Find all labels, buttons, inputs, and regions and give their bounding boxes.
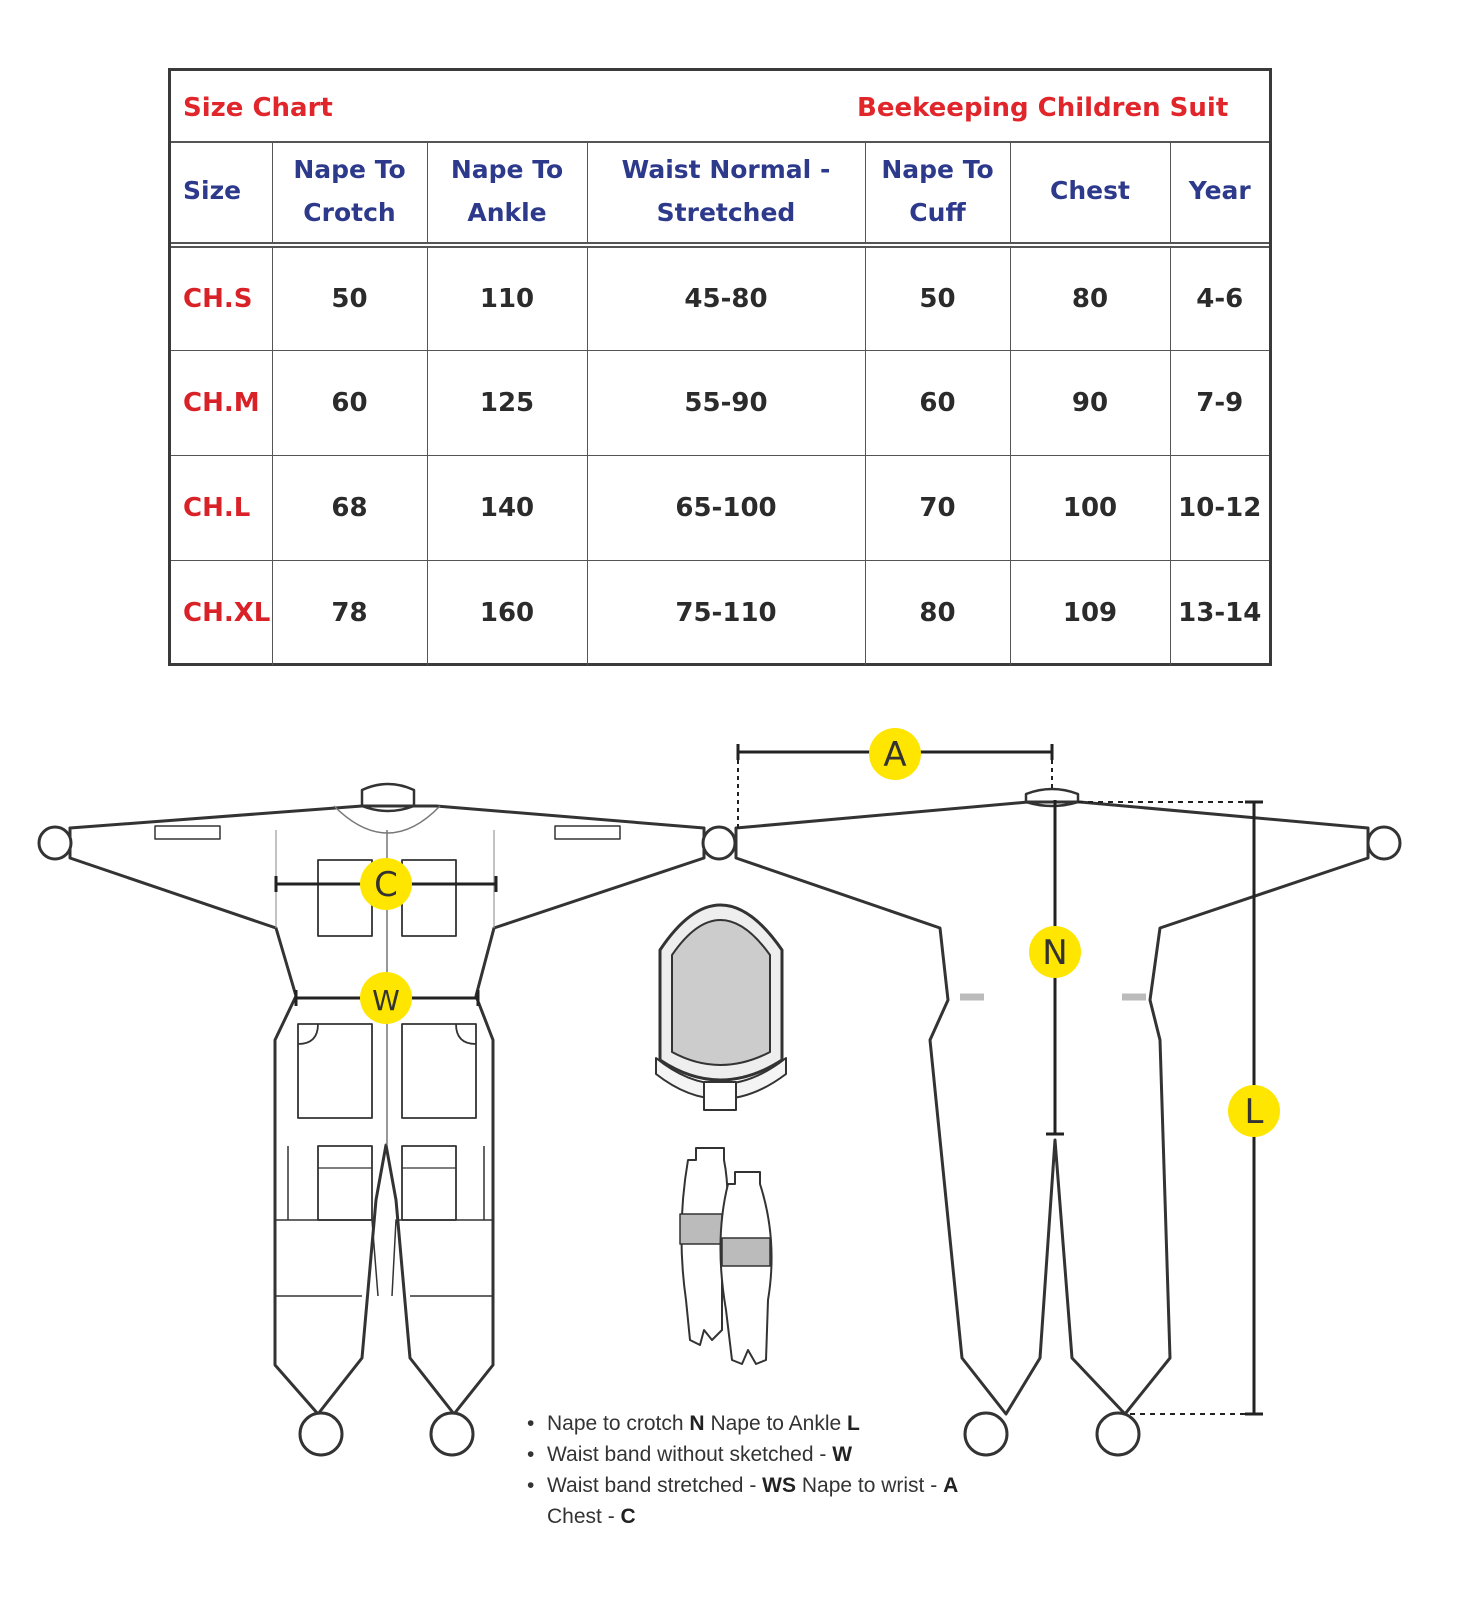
badge-a <box>869 728 921 780</box>
table-cell: 70 <box>865 455 1010 560</box>
legend-item: • Waist band stretched - WS Nape to wrist - A Chest - C <box>527 1470 1047 1532</box>
header-chest: Chest <box>1010 141 1170 245</box>
badge-l <box>1228 1085 1280 1137</box>
header-nape-to-ankle: Nape To Ankle <box>427 141 587 245</box>
veil-hat-illustration <box>656 905 786 1110</box>
badge-a-label: A <box>883 735 907 775</box>
table-cell: 45-80 <box>587 245 865 350</box>
legend-item: • Waist band without sketched - W <box>527 1439 1047 1470</box>
table-cell: 125 <box>427 350 587 455</box>
table-cell: 160 <box>427 560 587 665</box>
table-cell: 60 <box>865 350 1010 455</box>
table-cell: 55-90 <box>587 350 865 455</box>
legend-item: • Nape to crotch N Nape to Ankle L <box>527 1408 1047 1439</box>
size-chart <box>168 68 1272 666</box>
table-cell: 13-14 <box>1170 560 1269 665</box>
size-cell: CH.M <box>171 350 272 455</box>
table-cell: 78 <box>272 560 427 665</box>
back-suit-outline <box>736 789 1400 1455</box>
table-cell: 60 <box>272 350 427 455</box>
measurement-legend <box>527 1408 1047 1532</box>
table-cell: 80 <box>1010 245 1170 350</box>
badge-w-label: W <box>372 984 400 1017</box>
badge-n <box>1029 926 1081 978</box>
header-nape-to-crotch: Nape To Crotch <box>272 141 427 245</box>
product-name: Beekeeping Children Suit <box>857 93 1229 123</box>
table-cell: 68 <box>272 455 427 560</box>
table-cell: 109 <box>1010 560 1170 665</box>
table-cell: 140 <box>427 455 587 560</box>
badge-c-label: C <box>374 865 398 905</box>
gloves-illustration <box>680 1148 772 1364</box>
header-waist: Waist Normal - Stretched <box>587 141 865 245</box>
table-header-row <box>171 141 1269 245</box>
table-row <box>171 350 1269 455</box>
badge-n-label: N <box>1042 933 1068 973</box>
header-nape-to-cuff: Nape To Cuff <box>865 141 1010 245</box>
chart-title-bar <box>171 71 1269 143</box>
size-cell: CH.S <box>171 245 272 350</box>
badge-w <box>360 972 412 1024</box>
table-cell: 50 <box>865 245 1010 350</box>
badge-c <box>360 858 412 910</box>
size-cell: CH.L <box>171 455 272 560</box>
table-cell: 75-110 <box>587 560 865 665</box>
header-size: Size <box>171 141 272 245</box>
table-cell: 4-6 <box>1170 245 1269 350</box>
table-row <box>171 245 1269 350</box>
table-cell: 110 <box>427 245 587 350</box>
badge-l-label: L <box>1244 1092 1264 1132</box>
size-cell: CH.XL <box>171 560 272 665</box>
table-cell: 10-12 <box>1170 455 1269 560</box>
table-cell: 7-9 <box>1170 350 1269 455</box>
table-cell: 90 <box>1010 350 1170 455</box>
table-cell: 50 <box>272 245 427 350</box>
table-cell: 65-100 <box>587 455 865 560</box>
table-row <box>171 455 1269 560</box>
size-table <box>171 141 1269 665</box>
chart-title: Size Chart <box>183 93 333 123</box>
table-cell: 80 <box>865 560 1010 665</box>
header-year: Year <box>1170 141 1269 245</box>
table-row <box>171 560 1269 665</box>
table-cell: 100 <box>1010 455 1170 560</box>
